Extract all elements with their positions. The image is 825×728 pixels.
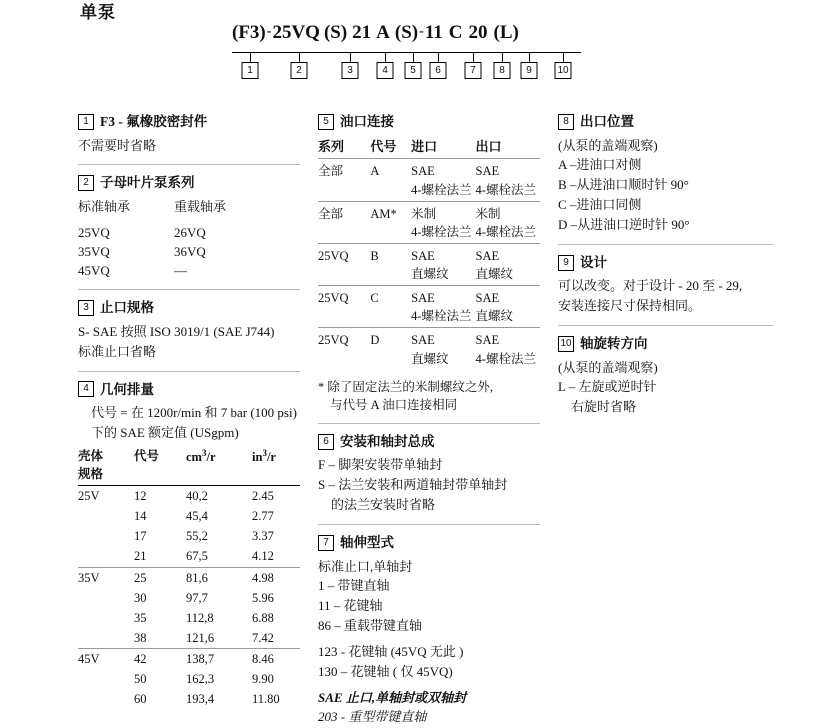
code-callout-row: [232, 52, 581, 78]
callout-7: 7: [465, 62, 482, 79]
cell-inlet: SAE 直螺纹: [411, 243, 475, 285]
table-row: [318, 159, 540, 201]
section-8-line-1: (从泵的盖端观察): [558, 137, 658, 153]
series-row: [78, 224, 300, 243]
cell-code: A: [370, 159, 411, 201]
code-segment-l: (L): [493, 22, 519, 43]
cell-in3: 3.37: [252, 529, 274, 544]
cell-in3: 9.90: [252, 672, 274, 687]
section-title: 设计: [580, 254, 607, 270]
divider: [318, 524, 540, 525]
column-left: [78, 112, 300, 709]
table-row: [78, 588, 300, 608]
section-8-line-2: A –进油口对侧: [558, 157, 642, 173]
section-number: 2: [78, 175, 94, 191]
cell-in3: 2.77: [252, 509, 274, 524]
th-series: 系列: [318, 138, 345, 154]
cell-cm3: 67,5: [186, 549, 208, 564]
cell-series: 全部: [318, 201, 370, 243]
section-1-line-1: 不需要时省略: [78, 137, 157, 153]
table-row: [78, 669, 300, 689]
cell-code: B: [370, 243, 411, 285]
section-number: 4: [78, 381, 94, 397]
section-7-line-1: 标准止口,单轴封: [318, 558, 413, 574]
cell-code: 60: [134, 692, 147, 707]
cell-in3: 5.96: [252, 590, 274, 605]
table-header-row: [318, 137, 540, 159]
cell-cm3: 121,6: [186, 630, 215, 645]
cell-in3: 4.12: [252, 549, 274, 564]
port-footnote-1: * 除了固定法兰的米制螺纹之外,: [318, 379, 494, 394]
cell-cm3: 55,2: [186, 529, 208, 544]
column-right: [558, 112, 773, 418]
th-inlet: 进口: [411, 138, 438, 154]
cell-code: 42: [134, 649, 186, 670]
table-row: [78, 506, 300, 526]
cell-code: C: [370, 286, 411, 328]
divider: [558, 244, 773, 245]
section-6-line-3: 的法兰安装时省略: [331, 497, 436, 513]
cell-outlet: 米制 4-螺栓法兰: [476, 201, 540, 243]
table-row: [318, 201, 540, 243]
code-segment-11: 11: [424, 22, 443, 43]
section-8-line-4: C –进油口同侧: [558, 197, 642, 213]
code-segment-s2: (S): [394, 22, 419, 43]
code-dash-2: -: [419, 24, 424, 39]
cell-size: 35V: [78, 567, 134, 588]
callout-6: 6: [430, 62, 447, 79]
th-code: 代号: [134, 446, 186, 486]
section-number: 5: [318, 114, 334, 130]
code-dash-1: -: [266, 24, 272, 39]
section-title: 出口位置: [580, 114, 634, 129]
section-7-line-6: 130 – 花键轴 ( 仅 45VQ): [318, 663, 453, 679]
section-4: [78, 380, 300, 710]
section-10-line-3: 右旋时省略: [571, 399, 637, 415]
section-number: 7: [318, 535, 334, 551]
column-middle: [318, 112, 540, 728]
section-title: 轴旋转方向: [580, 336, 648, 352]
cell-cm3: 138,7: [186, 649, 252, 670]
table-header-row: [78, 446, 300, 486]
section-number: 10: [558, 336, 574, 352]
page-title: 单泵: [80, 3, 116, 22]
callout-9: 9: [521, 62, 538, 79]
cell-cm3: 193,4: [186, 692, 215, 707]
code-segment-f3: (F3): [232, 22, 266, 43]
displacement-table: [78, 446, 300, 710]
port-footnote-2: 与代号 A 油口连接相同: [330, 397, 458, 412]
divider: [78, 371, 300, 372]
model-code-string: [232, 22, 519, 44]
section-number: 9: [558, 255, 574, 271]
section-3: [78, 298, 300, 361]
port-table: [318, 137, 540, 370]
section-8-line-3: B –从进油口顺时针 90°: [558, 177, 689, 193]
section-title: 子母叶片泵系列: [100, 175, 195, 191]
section-3-line-2: 标准止口省略: [78, 343, 157, 359]
cell-cm3: 97,7: [186, 590, 208, 605]
section-7-sub-line-1: 203 - 重型带键直轴: [318, 709, 427, 725]
section-number: 3: [78, 300, 94, 316]
section-7-line-3: 11 – 花键轴: [318, 598, 383, 614]
cell-size: 25V: [78, 489, 100, 504]
callout-4: 4: [377, 62, 394, 79]
cell-inlet: SAE 4-螺栓法兰: [411, 159, 475, 201]
series-left: 25VQ: [78, 224, 110, 240]
section-title: 轴伸型式: [340, 535, 394, 550]
cell-cm3: 112,8: [186, 610, 214, 625]
table-row: [318, 328, 540, 370]
code-segment-c: C: [448, 22, 463, 43]
th-in3: $in^3/r$: [252, 446, 300, 486]
section-6-line-2: S – 法兰安装和两道轴封带单轴封: [318, 477, 508, 493]
series-left: 45VQ: [78, 262, 110, 278]
cell-code: 35: [134, 610, 147, 625]
divider: [558, 325, 773, 326]
th-code: 代号: [370, 138, 397, 154]
table-row: [78, 546, 300, 567]
cell-code: 21: [134, 549, 147, 564]
cell-code: 14: [134, 509, 147, 524]
series-row: [78, 262, 300, 281]
series-table-head: [78, 198, 300, 217]
th-size: 壳体 规格: [78, 446, 134, 486]
cell-series: 全部: [318, 159, 370, 201]
table-row: [78, 628, 300, 649]
cell-code: 38: [134, 630, 147, 645]
divider: [78, 164, 300, 165]
code-segment-25vq: 25VQ: [272, 22, 320, 43]
section-7-line-2: 1 – 带键直轴: [318, 578, 390, 594]
callout-3: 3: [342, 62, 359, 79]
table-row: [78, 486, 300, 507]
cell-cm3: 162,3: [186, 672, 215, 687]
cell-in3: 11.80: [252, 692, 280, 707]
cell-code: 50: [134, 672, 147, 687]
series-right: 26VQ: [174, 224, 206, 240]
cell-in3: 7.42: [252, 630, 274, 645]
code-segment-a: A: [376, 22, 390, 43]
cell-code: 17: [134, 529, 147, 544]
cell-cm3: 45,4: [186, 509, 208, 524]
code-segment-20: 20: [468, 22, 488, 43]
cell-inlet: SAE 4-螺栓法兰: [411, 286, 475, 328]
section-9-line-2: 安装连接尺寸保持相同。: [558, 298, 702, 314]
cell-outlet: SAE 直螺纹: [476, 243, 540, 285]
cell-in3: 6.88: [252, 610, 274, 625]
section-number: 1: [78, 114, 94, 130]
section-title: 安装和轴封总成: [340, 433, 435, 449]
cell-cm3: 81,6: [186, 567, 252, 588]
section-1: [78, 112, 300, 155]
callout-2: 2: [291, 62, 308, 79]
cell-series: 25VQ: [318, 328, 370, 370]
series-row: [78, 243, 300, 262]
cell-size: 45V: [78, 649, 134, 670]
table-row: [78, 567, 300, 588]
section-title: 油口连接: [340, 114, 394, 129]
cell-inlet: SAE 直螺纹: [411, 328, 475, 370]
section-number: 6: [318, 434, 334, 450]
code-segment-21: 21: [352, 22, 372, 43]
table-row: [318, 243, 540, 285]
cell-in3: 2.45: [252, 489, 274, 504]
table-row: [78, 608, 300, 628]
series-head-right: 重载轴承: [174, 198, 227, 214]
section-8-line-5: D –从进油口逆时针 90°: [558, 216, 690, 232]
th-cm3: $cm^3/r$: [186, 446, 252, 486]
cell-in3: 8.46: [252, 649, 300, 670]
section-6-line-1: F – 脚架安装带单轴封: [318, 457, 443, 473]
divider: [78, 289, 300, 290]
section-5: [318, 112, 540, 414]
cell-outlet: SAE 直螺纹: [476, 286, 540, 328]
cell-in3: 4.98: [252, 567, 300, 588]
section-title: 止口规格: [100, 300, 154, 316]
cell-code: 12: [134, 489, 147, 504]
cell-outlet: SAE 4-螺栓法兰: [476, 159, 540, 201]
section-7-line-5: 123 - 花键轴 (45VQ 无此 ): [318, 643, 464, 659]
series-left: 35VQ: [78, 243, 110, 259]
section-7: [318, 533, 540, 727]
series-right: 36VQ: [174, 243, 206, 259]
table-row: [78, 689, 300, 709]
section-number: 8: [558, 114, 574, 130]
section-title: 几何排量: [100, 381, 154, 397]
table-row: [78, 526, 300, 546]
table-row: [318, 286, 540, 328]
table-row: [78, 649, 300, 670]
callout-8: 8: [494, 62, 511, 79]
section-10: [558, 334, 773, 417]
th-outlet: 出口: [475, 138, 502, 154]
cell-code: D: [370, 328, 411, 370]
series-right: —: [174, 262, 187, 278]
cell-inlet: 米制 4-螺栓法兰: [411, 201, 475, 243]
cell-code: AM*: [370, 201, 411, 243]
section-9: [558, 253, 773, 316]
callout-1: 1: [242, 62, 259, 79]
section-4-line-2: 下的 SAE 额定值 (USgpm): [91, 425, 239, 440]
section-10-line-2: L – 左旋或逆时针: [558, 379, 657, 395]
section-9-line-1: 可以改变。对于设计 - 20 至 - 29,: [558, 278, 743, 294]
series-head-left: 标准轴承: [78, 198, 131, 214]
section-10-line-1: (从泵的盖端观察): [558, 359, 658, 375]
section-4-line-1: 代号 = 在 1200r/min 和 7 bar (100 psi): [91, 405, 297, 421]
cell-code: 25: [134, 567, 186, 588]
cell-series: 25VQ: [318, 286, 370, 328]
section-6: [318, 432, 540, 515]
section-3-line-1: S- SAE 按照 ISO 3019/1 (SAE J744): [78, 323, 275, 339]
callout-10: 10: [555, 62, 572, 79]
cell-series: 25VQ: [318, 243, 370, 285]
cell-cm3: 40,2: [186, 489, 208, 504]
section-title: F3 - 氟橡胶密封件: [100, 114, 208, 129]
cell-code: 30: [134, 590, 147, 605]
section-8: [558, 112, 773, 235]
section-2: [78, 173, 300, 280]
code-segment-s1: (S): [323, 22, 348, 43]
section-7-sub-title: SAE 止口,单轴封或双轴封: [318, 689, 467, 705]
divider: [318, 423, 540, 424]
cell-outlet: SAE 4-螺栓法兰: [476, 328, 540, 370]
section-7-line-4: 86 – 重载带键直轴: [318, 618, 423, 634]
callout-5: 5: [405, 62, 422, 79]
